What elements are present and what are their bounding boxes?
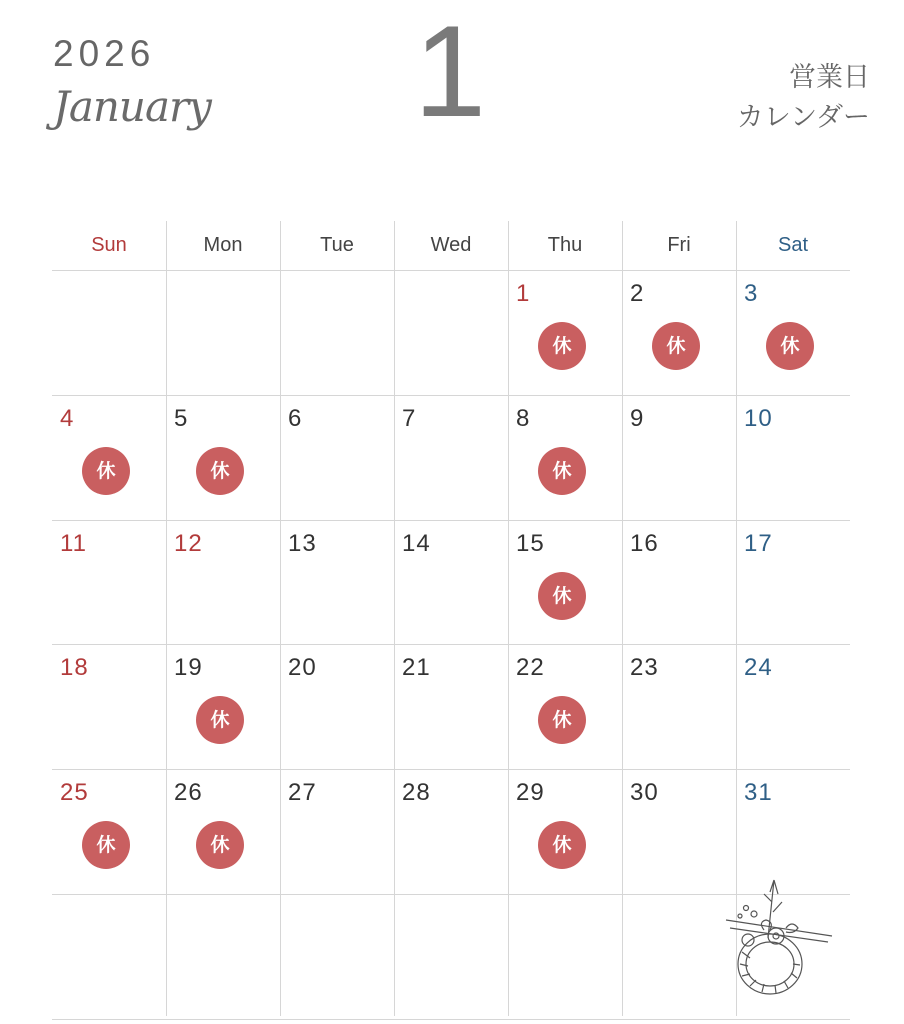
day-number: 25 xyxy=(60,779,89,807)
day-cell[interactable] xyxy=(508,520,622,644)
day-number: 4 xyxy=(60,404,75,432)
year: 2026 xyxy=(53,33,156,74)
day-cell[interactable] xyxy=(280,395,394,519)
day-cell[interactable] xyxy=(508,644,622,768)
calendar-title xyxy=(737,58,870,138)
day-number: 15 xyxy=(516,529,545,557)
closed-badge: 休 xyxy=(538,322,586,370)
day-cell[interactable] xyxy=(280,520,394,644)
day-cell[interactable] xyxy=(280,644,394,768)
weekday-mon: Mon xyxy=(203,234,243,256)
closed-badge: 休 xyxy=(538,572,586,620)
closed-badge: 休 xyxy=(82,821,130,869)
calendar-title-line1: 営業日 xyxy=(789,62,870,93)
day-cell[interactable] xyxy=(622,395,736,519)
day-number: 28 xyxy=(402,779,431,807)
day-number: 21 xyxy=(402,654,431,682)
day-cell[interactable] xyxy=(280,769,394,893)
day-cell[interactable] xyxy=(736,270,850,394)
closed-badge: 休 xyxy=(538,447,586,495)
day-number: 14 xyxy=(402,529,431,557)
day-number: 29 xyxy=(516,779,545,807)
day-cell[interactable] xyxy=(394,395,508,519)
day-number: 2 xyxy=(630,280,645,307)
day-cell[interactable] xyxy=(508,395,622,519)
closed-badge: 休 xyxy=(538,696,586,744)
day-cell[interactable] xyxy=(736,644,850,768)
day-number: 17 xyxy=(744,529,773,557)
day-number: 13 xyxy=(288,529,317,557)
calendar-title-line2: カレンダー xyxy=(736,102,870,133)
closed-badge: 休 xyxy=(652,322,700,370)
day-number: 12 xyxy=(174,529,203,557)
weekday-tue: Tue xyxy=(320,234,354,256)
day-number: 6 xyxy=(288,404,303,432)
day-cell[interactable] xyxy=(622,520,736,644)
closed-badge: 休 xyxy=(196,447,244,495)
day-number: 16 xyxy=(630,529,659,557)
day-number: 8 xyxy=(516,404,531,432)
month-number: 1 xyxy=(413,0,487,144)
weekday-sat: Sat xyxy=(777,234,809,256)
day-number: 30 xyxy=(630,779,659,807)
day-number: 11 xyxy=(60,529,87,557)
day-number: 18 xyxy=(60,654,89,682)
closed-badge: 休 xyxy=(82,447,130,495)
day-cell[interactable] xyxy=(166,644,280,768)
day-number: 7 xyxy=(402,404,417,432)
day-number: 22 xyxy=(516,654,545,682)
day-number: 20 xyxy=(288,654,317,682)
day-cell[interactable] xyxy=(508,270,622,394)
weekday-thu: Thu xyxy=(547,234,583,256)
closed-badge: 休 xyxy=(538,821,586,869)
day-cell[interactable] xyxy=(508,769,622,893)
day-number: 5 xyxy=(174,404,189,432)
day-cell[interactable] xyxy=(166,520,280,644)
day-cell[interactable] xyxy=(394,644,508,768)
day-number: 23 xyxy=(630,654,659,682)
day-cell[interactable] xyxy=(52,769,166,893)
day-number: 9 xyxy=(630,404,645,432)
day-cell[interactable] xyxy=(622,644,736,768)
day-number: 27 xyxy=(288,779,317,807)
day-number: 1 xyxy=(516,280,531,307)
day-cell[interactable] xyxy=(166,769,280,893)
day-number: 24 xyxy=(744,654,773,682)
month-name: January xyxy=(53,82,211,131)
day-cell[interactable] xyxy=(736,520,850,644)
day-number: 19 xyxy=(174,654,203,682)
day-cell[interactable] xyxy=(52,395,166,519)
weekday-sun: Sun xyxy=(91,234,127,256)
day-cell[interactable] xyxy=(622,270,736,394)
day-cell[interactable] xyxy=(166,395,280,519)
day-cell[interactable] xyxy=(394,769,508,893)
day-number: 3 xyxy=(744,280,759,307)
day-number: 26 xyxy=(174,779,203,807)
closed-badge: 休 xyxy=(196,821,244,869)
day-number: 31 xyxy=(744,779,773,807)
day-cell[interactable] xyxy=(52,644,166,768)
grid-hline xyxy=(52,1019,850,1020)
weekday-fri: Fri xyxy=(667,234,691,256)
day-cell[interactable] xyxy=(52,520,166,644)
day-cell[interactable] xyxy=(394,520,508,644)
day-number: 10 xyxy=(744,404,773,432)
day-cell[interactable] xyxy=(736,395,850,519)
weekday-wed: Wed xyxy=(430,234,472,256)
closed-badge: 休 xyxy=(766,322,814,370)
closed-badge: 休 xyxy=(196,696,244,744)
new-year-wreath-icon xyxy=(718,872,836,1002)
